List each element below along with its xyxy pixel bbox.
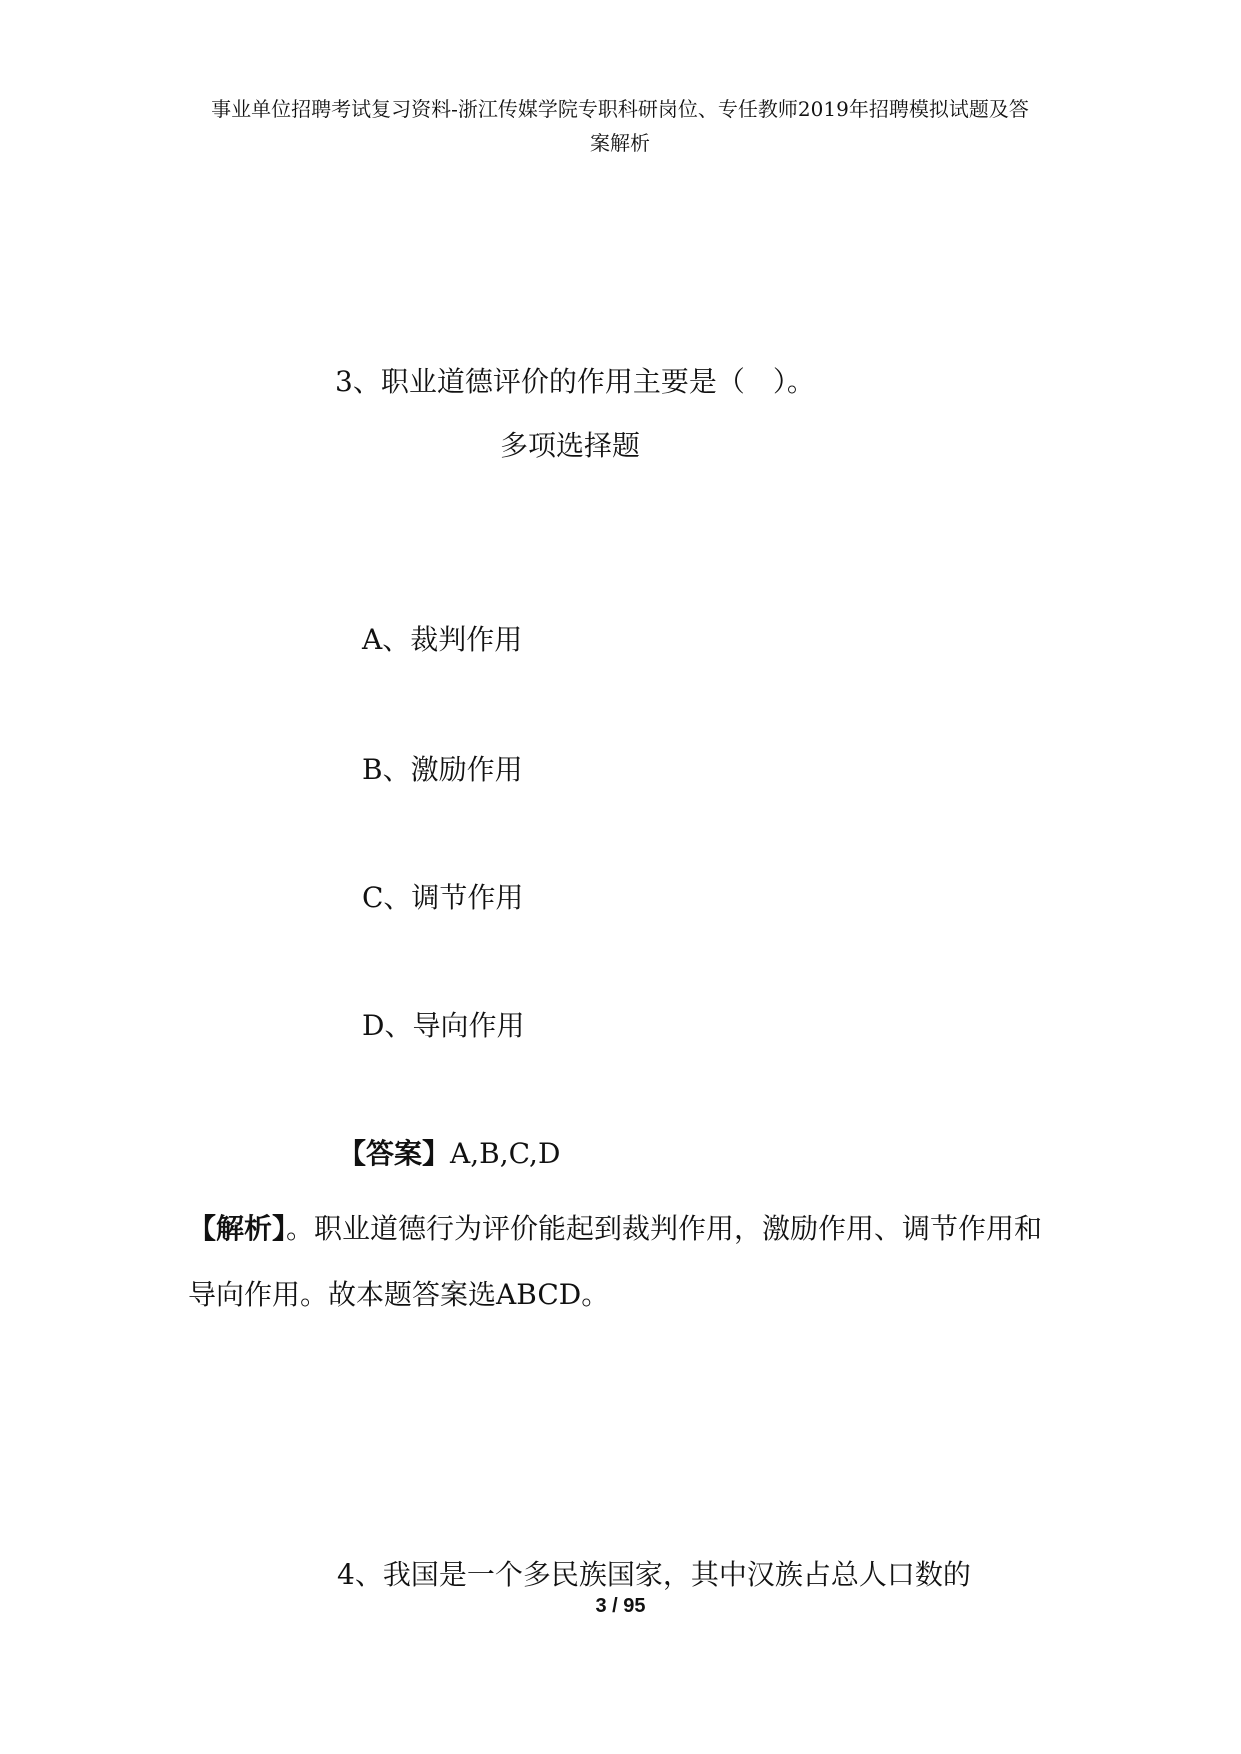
header-title-line-2: 案解析 (590, 131, 650, 155)
analysis-paragraph (188, 1196, 1048, 1328)
answer-line (338, 1134, 560, 1174)
option-a: A、裁判作用 (362, 623, 523, 656)
question-4-stem: 4、我国是一个多民族国家，其中汉族占总人口数的 (337, 1558, 971, 1591)
answer-value: A,B,C,D (450, 1137, 561, 1170)
header-title-line-1: 事业单位招聘考试复习资料-浙江传媒学院专职科研岗位、专任教师2019年招聘模拟试题及答 (211, 97, 1029, 121)
analysis-text: 。职业道德行为评价能起到裁判作用，激励作用、调节作用和导向作用。故本题答案选ABCD。 (188, 1212, 1043, 1311)
question-3-stem: 3、职业道德评价的作用主要是（ ）。 (335, 365, 815, 398)
option-c: C、调节作用 (362, 881, 524, 914)
question-3-type: 多项选择题 (500, 429, 641, 462)
answer-label: 【答案】 (338, 1137, 451, 1170)
option-d: D、导向作用 (362, 1009, 525, 1042)
option-b: B、激励作用 (362, 753, 523, 786)
page-header (180, 92, 1060, 160)
page-number: 3 / 95 (595, 1595, 646, 1617)
analysis-label: 【解析】 (188, 1212, 287, 1245)
